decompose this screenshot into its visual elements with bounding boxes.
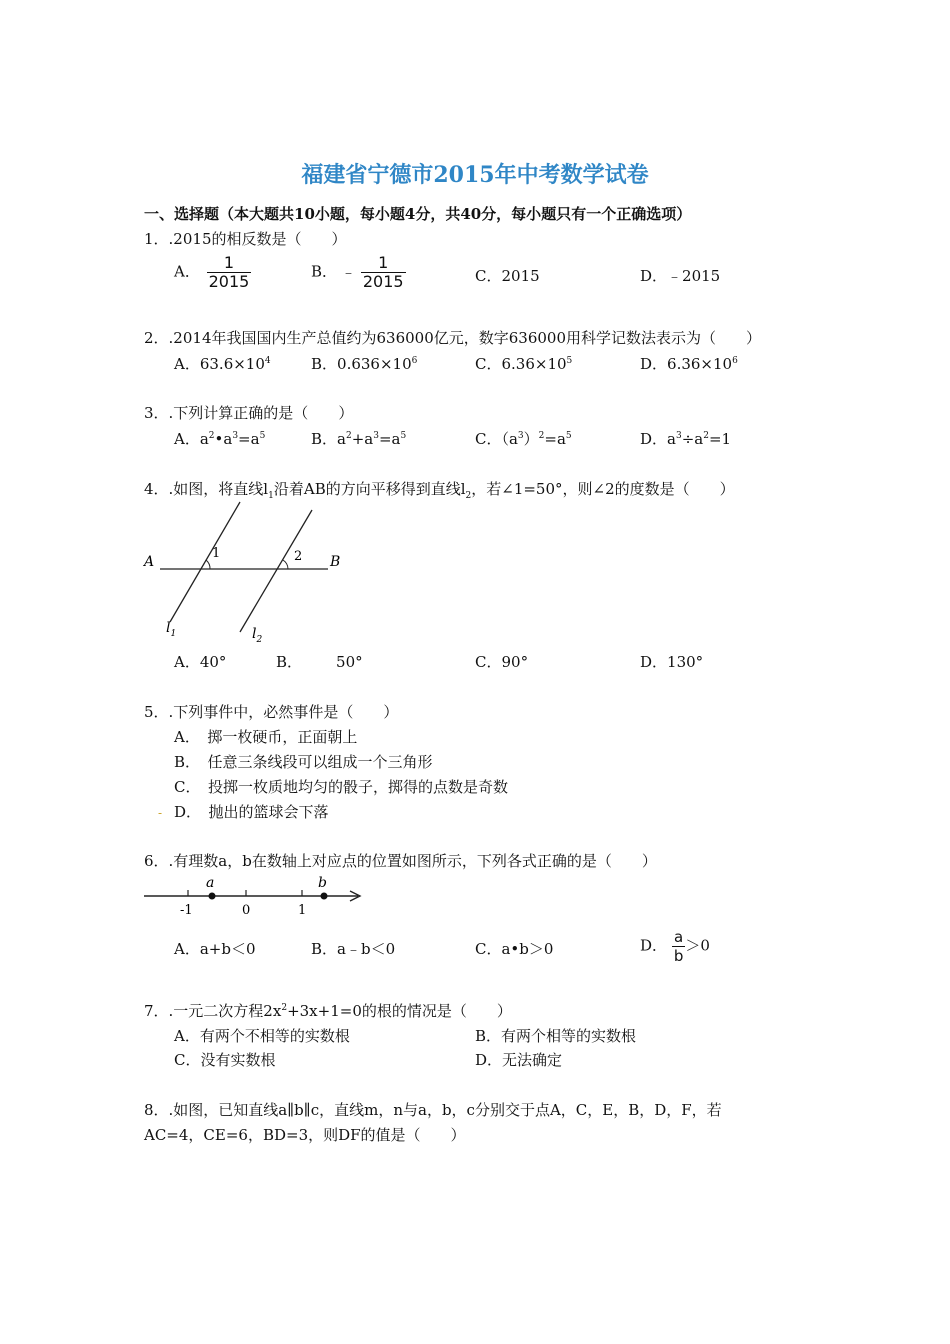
subscript: 2 bbox=[465, 491, 472, 501]
label-l2: $l_2$ bbox=[252, 626, 263, 645]
q7-option-d: D．无法确定 bbox=[475, 1051, 563, 1069]
q5-option-c: C． 投掷一枚质地均匀的骰子，掷得的点数是奇数 bbox=[174, 778, 508, 796]
q7-option-b: B．有两个相等的实数根 bbox=[475, 1027, 637, 1045]
t: C．（a bbox=[475, 430, 518, 448]
exponent: 2 bbox=[208, 431, 215, 441]
exponent: 3 bbox=[517, 431, 524, 441]
q4-option-c: C．90° bbox=[475, 653, 529, 671]
q3-option-b bbox=[311, 428, 406, 449]
q1-option-d: D．﹣2015 bbox=[640, 267, 721, 285]
t: ） bbox=[523, 430, 539, 448]
label-zero: 0 bbox=[242, 903, 251, 918]
option-text: 50° bbox=[336, 653, 363, 671]
q2-stem: 2．.2014年我国国内生产总值约为636000亿元，数字636000用科学记数法表示为（ ） bbox=[144, 329, 762, 347]
exponent: 3 bbox=[232, 431, 239, 441]
label-b: b bbox=[318, 875, 327, 891]
q2-option-d bbox=[640, 353, 738, 374]
numerator: 1 bbox=[378, 253, 389, 272]
t: 7．.一元二次方程2x bbox=[144, 1002, 282, 1020]
q3-option-c bbox=[475, 428, 572, 449]
q5-option-d: D． 抛出的篮球会下落 bbox=[174, 803, 329, 821]
option-text: C．6.36×10 bbox=[475, 355, 567, 373]
q5-option-b: B． 任意三条线段可以组成一个三角形 bbox=[174, 753, 433, 771]
q4-option-b bbox=[276, 651, 363, 672]
t: =a bbox=[378, 430, 401, 448]
exponent: 2 bbox=[345, 431, 352, 441]
exponent: 3 bbox=[373, 431, 379, 441]
label-l1: $l_1$ bbox=[166, 620, 177, 639]
label-b: B bbox=[330, 554, 341, 570]
label-one: 1 bbox=[298, 903, 307, 918]
t: 4．.如图，将直线l bbox=[144, 480, 269, 498]
exponent: 6 bbox=[411, 356, 418, 366]
q1-stem: 1．.2015的相反数是（ ） bbox=[144, 230, 347, 248]
t: ÷a bbox=[681, 430, 704, 448]
option-text: D．6.36×10 bbox=[640, 355, 733, 373]
q2-option-a bbox=[174, 353, 271, 374]
q8-stem-line1: 8．.如图，已知直线a∥b∥c，直线m，n与a，b，c分别交于点A，C，E，B，D，F，若 bbox=[144, 1101, 722, 1119]
option-text: B．0.636×10 bbox=[311, 355, 412, 373]
q7-option-c: C．没有实数根 bbox=[174, 1051, 276, 1069]
q8-stem-line2: AC=4，CE=6，BD=3，则DF的值是（ ） bbox=[144, 1126, 466, 1144]
t: 沿着AB的方向平移得到直线l bbox=[273, 480, 466, 498]
denominator: b bbox=[673, 947, 684, 965]
t: =1 bbox=[708, 430, 732, 448]
q3-option-d bbox=[640, 428, 731, 449]
option-label: B． bbox=[311, 262, 338, 281]
q4-stem bbox=[144, 478, 735, 499]
fraction bbox=[672, 928, 686, 965]
exponent: 4 bbox=[264, 356, 271, 366]
q1-option-b bbox=[311, 254, 406, 291]
fraction bbox=[207, 254, 252, 291]
point-b bbox=[321, 893, 328, 900]
q1-option-a bbox=[174, 254, 251, 291]
t: D．a bbox=[640, 430, 676, 448]
subscript: 1 bbox=[268, 491, 274, 501]
exponent: 5 bbox=[400, 431, 407, 441]
q2-option-c bbox=[475, 353, 572, 374]
exponent: 3 bbox=[675, 431, 682, 441]
label-angle-1: 1 bbox=[212, 546, 221, 561]
exponent: 2 bbox=[281, 1003, 288, 1013]
margin-marker: - bbox=[158, 806, 163, 820]
q6-option-c: C．a•b＞0 bbox=[475, 940, 554, 958]
q6-option-d bbox=[640, 928, 710, 965]
q3-stem: 3．.下列计算正确的是（ ） bbox=[144, 404, 354, 422]
exponent: 5 bbox=[565, 431, 572, 441]
q7-option-a: A．有两个不相等的实数根 bbox=[174, 1027, 350, 1045]
line-l2 bbox=[240, 510, 312, 632]
q4-option-a: A．40° bbox=[174, 653, 227, 671]
t: =a bbox=[238, 430, 260, 448]
angle-2-arc bbox=[283, 560, 288, 569]
minus-sign: ﹣ bbox=[341, 262, 357, 281]
exponent: 6 bbox=[732, 356, 738, 366]
t: B．a bbox=[311, 430, 346, 448]
label-angle-2: 2 bbox=[294, 549, 303, 564]
option-text: A．63.6×10 bbox=[174, 355, 265, 373]
t: +a bbox=[351, 430, 374, 448]
option-label: B． bbox=[276, 653, 303, 671]
point-a bbox=[209, 893, 216, 900]
fraction bbox=[361, 254, 406, 291]
t: A．a bbox=[174, 430, 209, 448]
parallel-lines-figure bbox=[140, 498, 360, 648]
option-label: A． bbox=[174, 262, 200, 281]
t: •a bbox=[214, 430, 233, 448]
q5-stem: 5．.下列事件中，必然事件是（ ） bbox=[144, 703, 399, 721]
q7-stem bbox=[144, 1000, 512, 1021]
label-a: a bbox=[206, 875, 215, 891]
t: ，若∠1=50°，则∠2的度数是（ ） bbox=[471, 480, 735, 498]
q1-option-c: C．2015 bbox=[475, 267, 540, 285]
exponent: 2 bbox=[703, 431, 709, 441]
q4-option-d: D．130° bbox=[640, 653, 704, 671]
t: =a bbox=[544, 430, 566, 448]
number-line-figure bbox=[140, 872, 370, 920]
q3-option-a bbox=[174, 428, 265, 449]
exponent: 5 bbox=[259, 431, 266, 441]
angle-1-arc bbox=[206, 560, 210, 569]
option-text: ＞0 bbox=[685, 936, 710, 955]
t: +3x+1=0的根的情况是（ ） bbox=[287, 1002, 512, 1020]
section-heading: 一、选择题（本大题共10小题，每小题4分，共40分，每小题只有一个正确选项） bbox=[144, 205, 692, 223]
exponent: 5 bbox=[566, 356, 573, 366]
q6-option-a: A．a+b＜0 bbox=[174, 940, 256, 958]
q5-option-a: A． 掷一枚硬币，正面朝上 bbox=[174, 728, 358, 746]
q6-stem: 6．.有理数a，b在数轴上对应点的位置如图所示，下列各式正确的是（ ） bbox=[144, 852, 657, 870]
label-a: A bbox=[144, 554, 155, 570]
numerator: a bbox=[673, 928, 684, 946]
line-l1 bbox=[170, 502, 240, 622]
q2-option-b bbox=[311, 353, 417, 374]
denominator: 2015 bbox=[362, 272, 404, 291]
option-label: D． bbox=[640, 936, 668, 955]
denominator: 2015 bbox=[208, 272, 250, 291]
exponent: 2 bbox=[538, 431, 545, 441]
page-title: 福建省宁德市2015年中考数学试卷 bbox=[301, 162, 649, 188]
numerator: 1 bbox=[223, 253, 235, 272]
label-minus-one: -1 bbox=[180, 903, 193, 918]
q6-option-b: B．a﹣b＜0 bbox=[311, 940, 396, 958]
